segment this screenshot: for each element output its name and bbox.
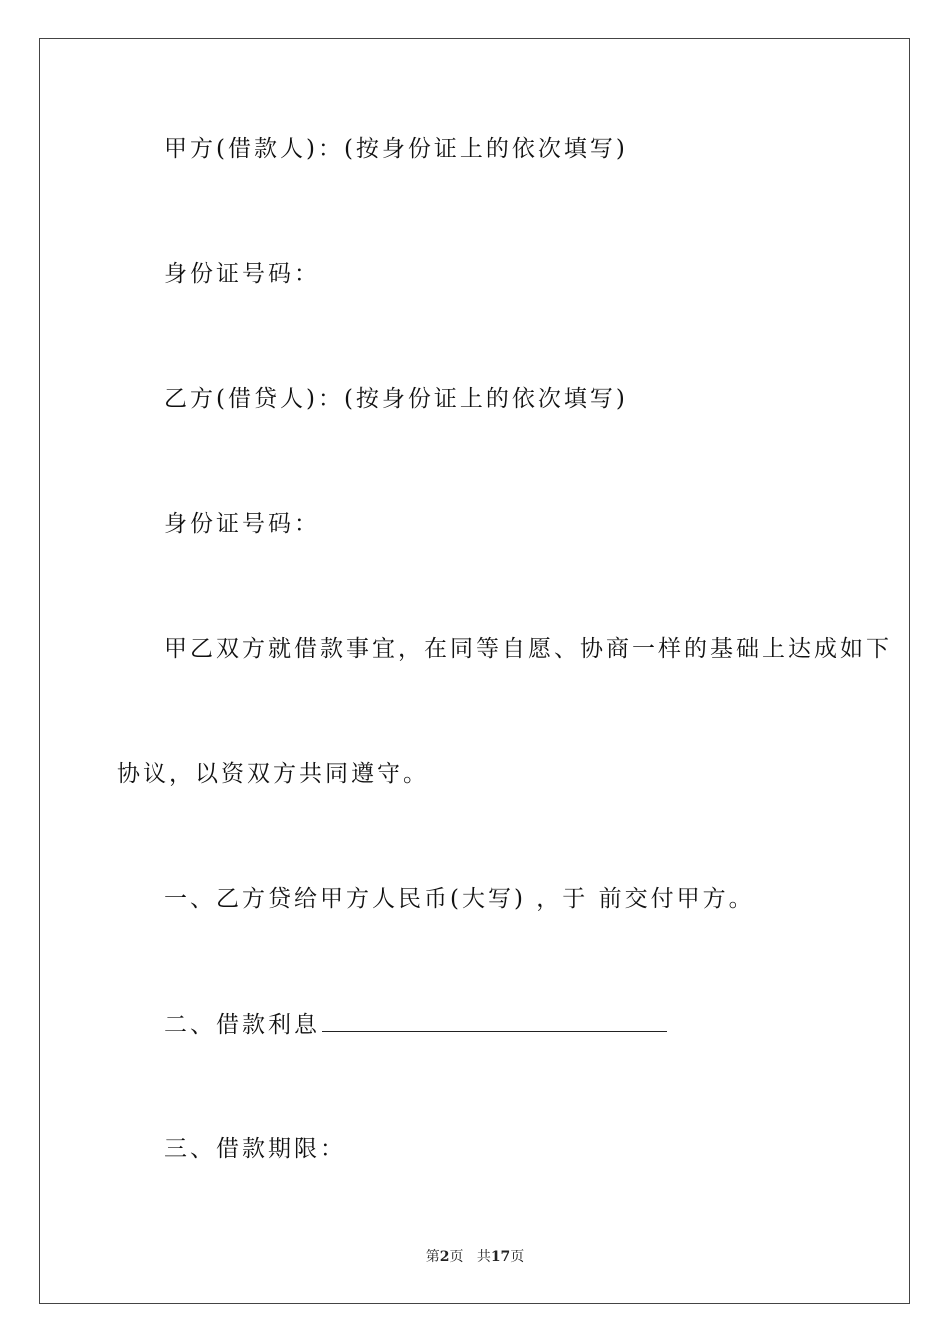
interest-blank-line[interactable] [322, 1009, 667, 1032]
footer-total-prefix: 共 [476, 1249, 491, 1265]
footer-total-pages: 17 [490, 1249, 511, 1265]
party-b-line: 乙方(借贷人)：(按身份证上的依次填写) [164, 386, 628, 412]
clause-two-text: 二、借款利息 [164, 1012, 320, 1038]
clause-two [164, 1009, 667, 1040]
party-b-id-line: 身份证号码： [164, 511, 320, 537]
party-a-id-line: 身份证号码： [164, 261, 320, 287]
agreement-intro-continuation: 协议，以资双方共同遵守。 [117, 761, 429, 787]
clause-three: 三、借款期限： [164, 1136, 346, 1162]
footer-page-number: 2 [439, 1249, 450, 1265]
footer-page-suffix: 页 [449, 1249, 464, 1265]
footer-page-prefix: 第 [425, 1249, 440, 1265]
agreement-intro-line: 甲乙双方就借款事宜，在同等自愿、协商一样的基础上达成如下 [164, 636, 892, 662]
page-footer [0, 1246, 950, 1266]
page-border [39, 38, 910, 1304]
party-a-line: 甲方(借款人)：(按身份证上的依次填写) [164, 136, 628, 162]
clause-one: 一、乙方贷给甲方人民币(大写) ，于 前交付甲方。 [164, 886, 755, 912]
footer-total-suffix: 页 [510, 1249, 525, 1265]
